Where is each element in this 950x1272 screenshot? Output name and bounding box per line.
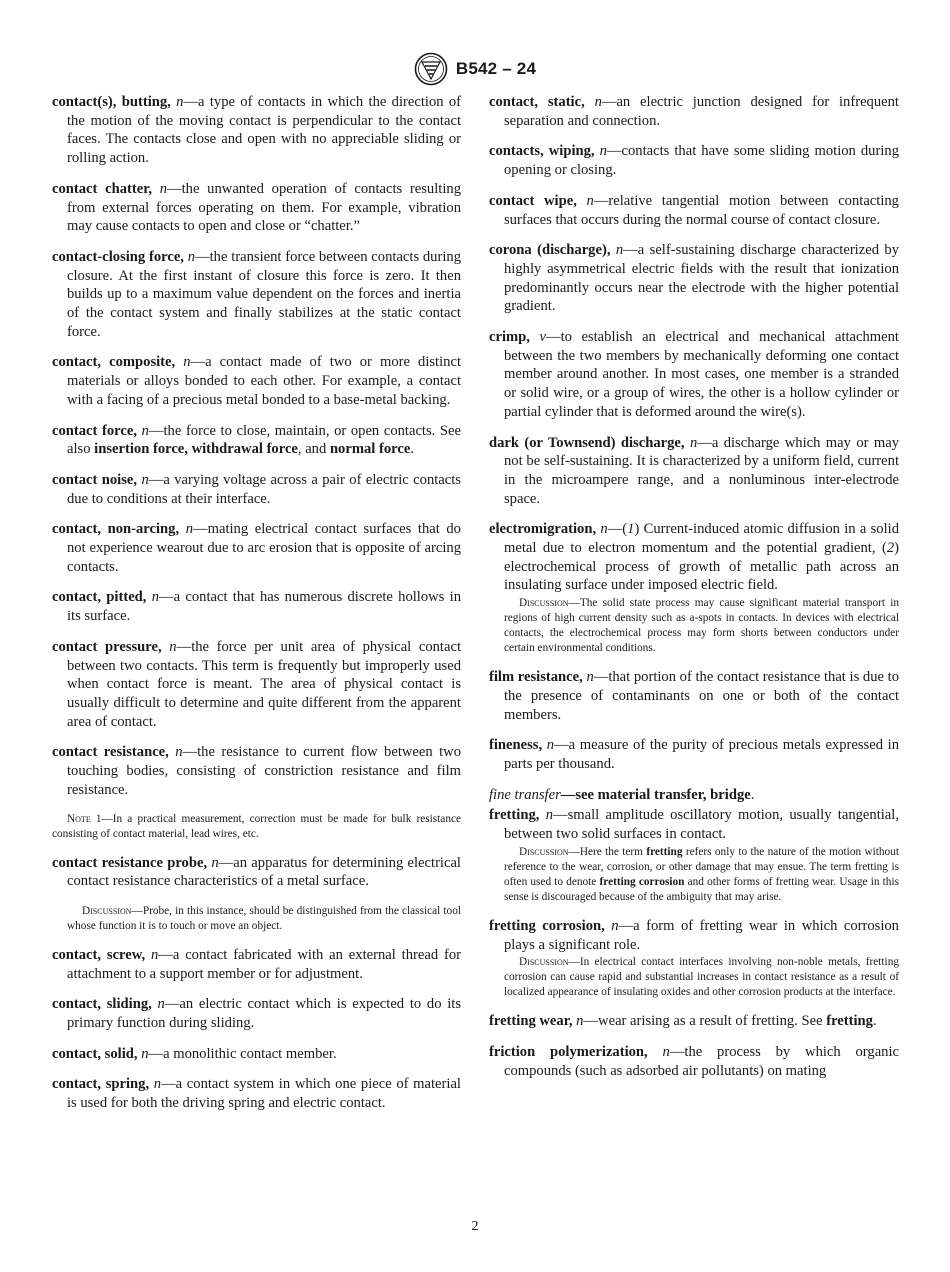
part-of-speech: n: [662, 1043, 670, 1060]
definition-entry: [52, 520, 461, 576]
definition-entry: [52, 946, 461, 983]
term: fretting corrosion,: [489, 917, 605, 934]
definition-text: —the transient force between contacts during closure. At the first instant of closure this force is zero. It then builds up to a maximum value dependent on the forces and inertia of the contact system and finally stabilizes at the static contact force.: [67, 248, 461, 340]
definition-entry: [489, 917, 899, 954]
part-of-speech: n: [159, 180, 168, 197]
definition-text: ) electrochemical process of growth of metallic path across an insulating surface under imposed electric field.: [504, 540, 899, 594]
definition-text: —see: [560, 786, 598, 803]
definition-text: —the force per unit area of physical contact between two contacts. This term is frequently but improperly used when contact force is meant. The area of physical contact is usually difficult to determine and quite different from the apparent area of contact.: [67, 638, 461, 730]
definition-text: —a contact system in which one piece of material is used for both the driving spring and electric contact.: [67, 1076, 461, 1112]
part-of-speech: n: [211, 854, 219, 871]
note-text: —In a practical measurement, correction must be made for bulk resistance consisting of contact material, lead wires, etc.: [52, 812, 461, 840]
term: contact wipe,: [489, 192, 577, 209]
term: crimp,: [489, 329, 530, 346]
part-of-speech: n: [141, 1045, 149, 1062]
cross-reference: normal force: [329, 441, 411, 458]
term: contact, spring,: [52, 1076, 150, 1093]
term: contact noise,: [52, 471, 138, 488]
discussion-text: and other forms of fretting wear. Usage in this sense is discouraged because of the ambiguity that may arise.: [504, 875, 899, 903]
definition-text: —the resistance to current flow between two touching bodies, consisting of constriction resistance and film resistance.: [67, 744, 461, 798]
part-of-speech: n: [183, 354, 191, 371]
definition-text: —mating electrical contact surfaces that do not experience wearout due to arc erosion that is opposite of arcing contacts.: [67, 521, 461, 575]
term: contact, composite,: [52, 354, 176, 371]
definition-entry: [489, 1043, 899, 1080]
part-of-speech: n: [576, 1013, 584, 1030]
term: contact, non-arcing,: [52, 521, 180, 538]
definition-text: —a contact made of two or more distinct materials or alloys bonded to each other. For example, a contact with a facing of a precious metal bonded to a base-metal backing.: [67, 354, 461, 408]
definition-text: ) Current-induced atomic diffusion in a solid metal due to electron momentum and the potential gradient, (: [504, 521, 899, 557]
discussion-text: —The solid state process may cause significant material transport in regions of high current density such as a-spots in contacts. In devices with electrical contacts, the electrochemical process may form shorts between conductors under certain environmental conditions.: [504, 597, 899, 655]
definition-entry: [52, 180, 461, 236]
definition-text: .: [750, 786, 755, 803]
part-of-speech: n: [141, 422, 149, 439]
part-of-speech: n: [185, 521, 194, 538]
term: contact chatter,: [52, 180, 152, 197]
term: contact force,: [52, 422, 137, 439]
page-number: 2: [471, 1219, 479, 1234]
definition-text: —an electric junction designed for infrequent separation and connection.: [504, 94, 899, 129]
definition-text: —a contact fabricated with an external thread for attachment to a support member or for adjustment.: [67, 946, 461, 982]
term: contact, pitted,: [52, 589, 147, 606]
definition-text: —a self-sustaining discharge characterized by highly asymmetrical electric fields with the result that ionization predominantly occurs near the electrode with the higher potential gradient.: [504, 242, 899, 315]
definition-text: —a varying voltage across a pair of electric contacts due to conditions at their interface.: [67, 471, 461, 507]
definition-text: —a contact that has numerous discrete hollows in its surface.: [67, 589, 461, 625]
definition-entry: [52, 743, 461, 799]
definition-entry: [52, 422, 461, 459]
term: contact resistance,: [52, 744, 169, 761]
term: contact, sliding,: [52, 996, 152, 1013]
definition-text: —a discharge which may or may not be self-sustaining. It is characterized by a uniform field, current in the microampere range, and a nonluminous inter-electrode space.: [504, 434, 899, 507]
definition-text: .: [410, 441, 414, 458]
definition-entry: [52, 995, 461, 1032]
part-of-speech: n: [187, 248, 196, 265]
part-of-speech: n: [594, 94, 602, 110]
term: corona (discharge),: [489, 242, 611, 259]
term: contact resistance probe,: [52, 854, 208, 871]
part-of-speech: n: [175, 744, 183, 761]
definition-text: —the unwanted operation of contacts resulting from external forces operating on them. For example, vibration may cause contacts to open and close or “chatter.”: [67, 180, 461, 235]
definition-text: —relative tangential motion between contacting surfaces that occurs during the normal course of contact closure.: [504, 192, 899, 228]
definition-entry: [489, 786, 899, 805]
definition-text: —an electric contact which is expected to do its primary function during sliding.: [67, 996, 461, 1032]
definition-entry: [489, 520, 899, 595]
part-of-speech: n: [176, 94, 184, 110]
discussion-label: Discussion: [519, 956, 569, 969]
discussion-text: —Probe, in this instance, should be distinguished from the classical tool whose function it is to touch or move an object.: [67, 904, 461, 932]
cross-reference: insertion force, withdrawal force: [94, 441, 298, 458]
definition-text: —a form of fretting wear in which corrosion plays a significant role.: [504, 917, 899, 953]
part-of-speech: n: [169, 638, 177, 655]
definition-text: —the process by which organic compounds (such as adsorbed air pollutants) on mating: [504, 1043, 899, 1079]
part-of-speech: n: [150, 946, 159, 963]
part-of-speech: n: [141, 471, 149, 488]
term: contact, solid,: [52, 1045, 138, 1062]
definition-entry: [489, 93, 899, 130]
term: fretting,: [489, 807, 540, 824]
part-of-speech: n: [586, 669, 594, 686]
part-of-speech: n: [689, 434, 698, 451]
list-number: 1: [627, 521, 635, 538]
term: contacts, wiping,: [489, 143, 595, 160]
page-header: [0, 52, 950, 86]
definition-text: —a measure of the purity of precious metals expressed in parts per thousand.: [504, 737, 899, 772]
term: friction polymerization,: [489, 1043, 648, 1060]
discussion-text: —In electrical contact interfaces involving non-noble metals, fretting corrosion can cause rapid and substantial increases in contact resistance as a result of localized appearance of insulating oxides and other corrosion products at the interface.: [504, 956, 899, 999]
part-of-speech: n: [611, 917, 619, 934]
part-of-speech: n: [586, 192, 594, 209]
definition-entry: [489, 806, 899, 843]
discussion-label: Discussion: [82, 904, 132, 917]
definition-text: —(: [607, 521, 628, 538]
part-of-speech: n: [151, 589, 160, 606]
cross-reference: fretting corrosion: [599, 875, 685, 888]
note: [52, 812, 461, 842]
discussion: [489, 955, 899, 1000]
definition-entry: [52, 93, 461, 168]
term: film resistance,: [489, 669, 583, 686]
definition-text: , and: [297, 441, 330, 458]
definition-entry: [52, 1045, 461, 1064]
discussion-label: Discussion: [519, 845, 569, 858]
definition-text: —wear arising as a result of fretting. See: [583, 1013, 827, 1030]
term: contact pressure,: [52, 638, 162, 655]
cross-reference: fretting: [826, 1013, 873, 1030]
term: fine transfer: [489, 786, 561, 803]
definition-entry: [52, 588, 461, 625]
part-of-speech: n: [600, 521, 608, 538]
definition-entry: [489, 736, 899, 773]
cross-reference: material transfer, bridge: [597, 786, 751, 803]
discussion: [489, 845, 899, 905]
cross-reference: fretting: [646, 845, 683, 858]
part-of-speech: n: [153, 1076, 162, 1093]
definition-text: —the force to close, maintain, or open contacts. See also: [67, 422, 461, 458]
definition-text: —small amplitude oscillatory motion, usually tangential, between two solid surfaces in contact.: [504, 807, 899, 843]
definition-entry: [52, 1075, 461, 1112]
term: contact, static,: [489, 94, 585, 110]
right-column: [489, 93, 899, 1092]
discussion-text: —Here the term: [568, 845, 647, 858]
part-of-speech: v: [539, 329, 546, 346]
definition-entry: [52, 248, 461, 342]
definition-entry: [489, 668, 899, 724]
definition-entry: [52, 638, 461, 732]
part-of-speech: n: [615, 242, 624, 259]
term: contact(s), butting,: [52, 94, 171, 110]
definition-entry: [489, 328, 899, 422]
part-of-speech: n: [546, 737, 555, 754]
term: electromigration,: [489, 521, 597, 538]
list-number: 2: [886, 540, 895, 557]
definition-entry: [52, 854, 461, 891]
definition-entry: [52, 353, 461, 409]
part-of-speech: n: [545, 807, 553, 824]
definition-text: —an apparatus for determining electrical contact resistance characteristics of a metal surface.: [67, 854, 461, 890]
definition-entry: [489, 1012, 899, 1031]
definition-entry: [489, 142, 899, 179]
definition-entry: [489, 241, 899, 316]
term: fineness,: [489, 737, 543, 754]
part-of-speech: n: [599, 143, 607, 160]
discussion-text: refers only to the nature of the motion without reference to the wear, corrosion, or other damage that may ensue. The term fretting is often used to denote: [504, 845, 899, 888]
astm-logo-icon: [414, 52, 448, 86]
term: contact-closing force,: [52, 248, 184, 265]
definition-text: —a monolithic contact member.: [148, 1045, 337, 1062]
discussion: [489, 596, 899, 656]
definition-entry: [52, 471, 461, 508]
definition-entry: [489, 434, 899, 509]
discussion: [52, 904, 461, 934]
term: dark (or Townsend) discharge,: [489, 434, 685, 451]
definition-text: —contacts that have some sliding motion during opening or closing.: [504, 143, 899, 179]
definition-text: .: [872, 1013, 877, 1030]
definition-text: —a type of contacts in which the direction of the motion of the moving contact is perpendicular to the contact faces. The contacts close and open with no appreciable sliding or rolling action.: [67, 94, 462, 167]
term: fretting wear,: [489, 1013, 573, 1030]
part-of-speech: n: [157, 996, 165, 1013]
discussion-label: Discussion: [519, 597, 569, 610]
left-column: [52, 93, 461, 1125]
document-designation: B542 – 24: [455, 59, 537, 78]
note-label: Note 1: [67, 812, 102, 825]
definition-entry: [489, 192, 899, 229]
term: contact, screw,: [52, 946, 146, 963]
definition-text: —that portion of the contact resistance that is due to the presence of contaminants on one or both of the contact members.: [504, 669, 899, 723]
definition-text: —to establish an electrical and mechanical attachment between the two members by mechanically deforming one contact member around another. In most cases, one member is a stranded or solid wire, or a group of wires, the other is a hollow cylinder or partial cylinder that is deformed around the wire(s).: [504, 329, 899, 420]
